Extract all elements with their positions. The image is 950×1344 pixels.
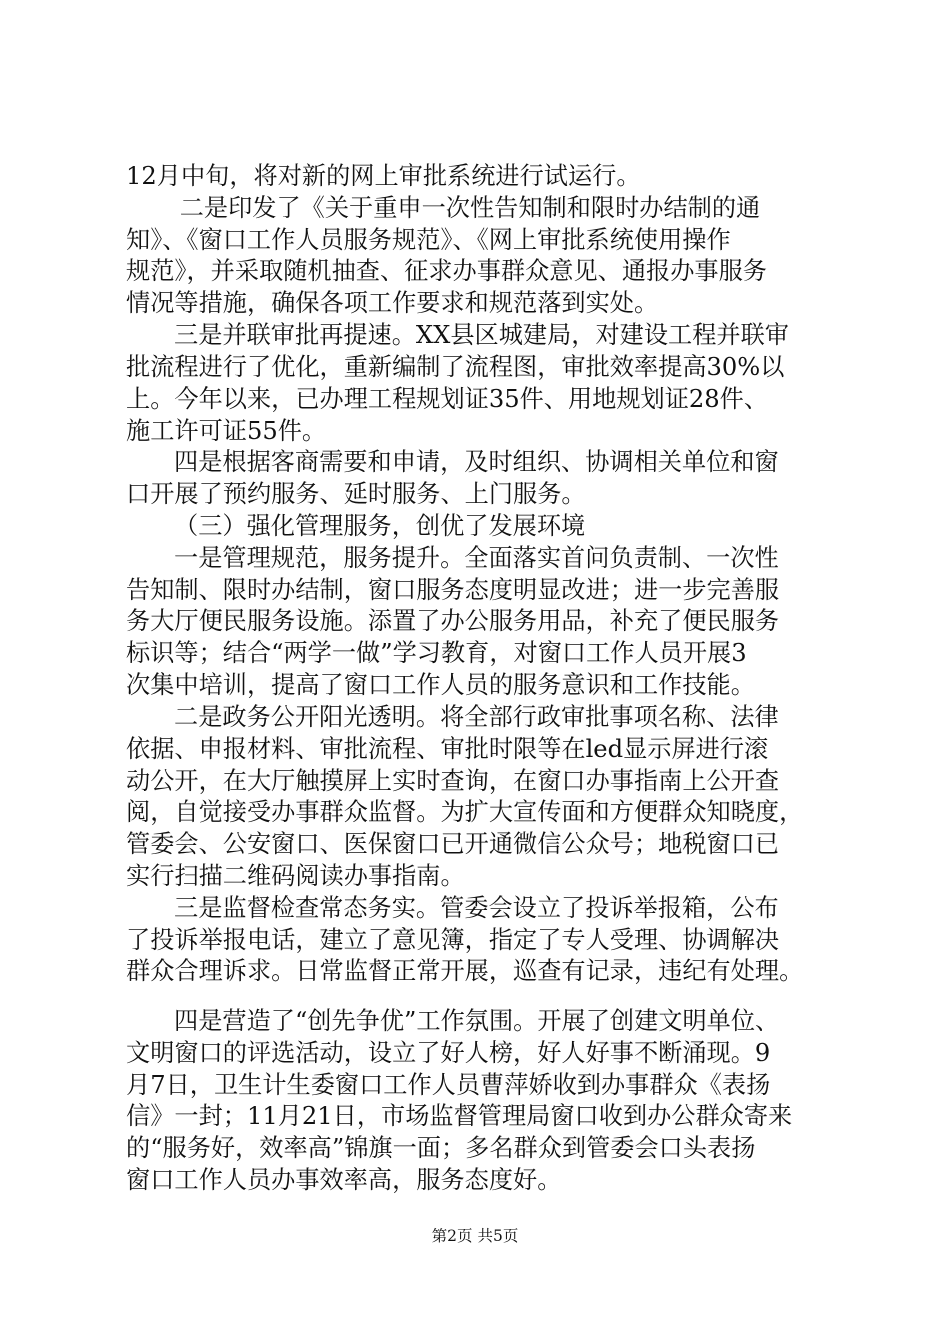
- text-line: 实行扫描二维码阅读办事指南。: [126, 862, 465, 890]
- text-line: 了投诉举报电话，建立了意见簿，指定了专人受理、协调解决: [126, 926, 780, 954]
- text-line: 情况等措施，确保各项工作要求和规范落到实处。: [126, 289, 659, 317]
- text-line: 的“服务好，效率高”锦旗一面；多名群众到管委会口头表扬: [126, 1134, 756, 1162]
- text-line: 依据、申报材料、审批流程、审批时限等在led显示屏进行滚: [126, 735, 769, 763]
- text-line: 管委会、公安窗口、医保窗口已开通微信公众号；地税窗口已: [126, 830, 780, 858]
- text-line: 窗口工作人员办事效率高，服务态度好。: [126, 1166, 562, 1194]
- text-line: 一是管理规范，服务提升。全面落实首问负责制、一次性: [174, 544, 779, 572]
- text-line: 二是印发了《关于重申一次性告知制和限时办结制的通: [172, 194, 761, 222]
- text-line: 信》一封；11月21日，市场监督管理局窗口收到办公群众寄来: [126, 1102, 793, 1130]
- text-line: 务大厅便民服务设施。添置了办公服务用品，补充了便民服务: [126, 607, 780, 635]
- text-line: 次集中培训，提高了窗口工作人员的服务意识和工作技能。: [126, 671, 755, 699]
- text-line: 标识等；结合“两学一做”学习教育，对窗口工作人员开展3: [126, 639, 747, 667]
- text-line: 上。今年以来，已办理工程规划证35件、用地规划证28件、: [126, 385, 769, 413]
- text-line: 二是政务公开阳光透明。将全部行政审批事项名称、法律: [174, 703, 779, 731]
- text-line: 施工许可证55件。: [126, 417, 327, 445]
- text-line: 三是并联审批再提速。XX县区城建局，对建设工程并联审: [174, 321, 789, 349]
- text-line: 四是营造了“创先争优”工作氛围。开展了创建文明单位、: [174, 1007, 780, 1035]
- text-line: 四是根据客商需要和申请，及时组织、协调相关单位和窗: [174, 448, 779, 476]
- text-line: 动公开，在大厅触摸屏上实时查询，在窗口办事指南上公开查: [126, 767, 780, 795]
- text-line: 12月中旬，将对新的网上审批系统进行试运行。: [126, 162, 641, 190]
- text-line: 月7日，卫生计生委窗口工作人员曹萍娇收到办事群众《表扬: [126, 1071, 771, 1099]
- text-line: 规范》，并采取随机抽查、征求办事群众意见、通报办事服务: [126, 257, 767, 285]
- text-line: 口开展了预约服务、延时服务、上门服务。: [126, 480, 586, 508]
- page-number-footer: 第2页 共5页: [431, 1227, 519, 1245]
- text-line: 三是监督检查常态务实。管委会设立了投诉举报箱，公布: [174, 894, 779, 922]
- text-line: 文明窗口的评选活动，设立了好人榜，好人好事不断涌现。9: [126, 1039, 771, 1067]
- section-heading: （三）强化管理服务，创优了发展环境: [174, 512, 586, 540]
- text-line: 阅，自觉接受办事群众监督。为扩大宣传面和方便群众知晓度，: [126, 798, 804, 826]
- text-line: 群众合理诉求。日常监督正常开展，巡查有记录，违纪有处理。: [126, 957, 804, 985]
- text-line: 告知制、限时办结制，窗口服务态度明显改进；进一步完善服: [126, 576, 780, 604]
- text-line: 批流程进行了优化，重新编制了流程图，审批效率提高30%以: [126, 353, 785, 381]
- text-line: 知》、《窗口工作人员服务规范》、《网上审批系统使用操作: [126, 226, 731, 254]
